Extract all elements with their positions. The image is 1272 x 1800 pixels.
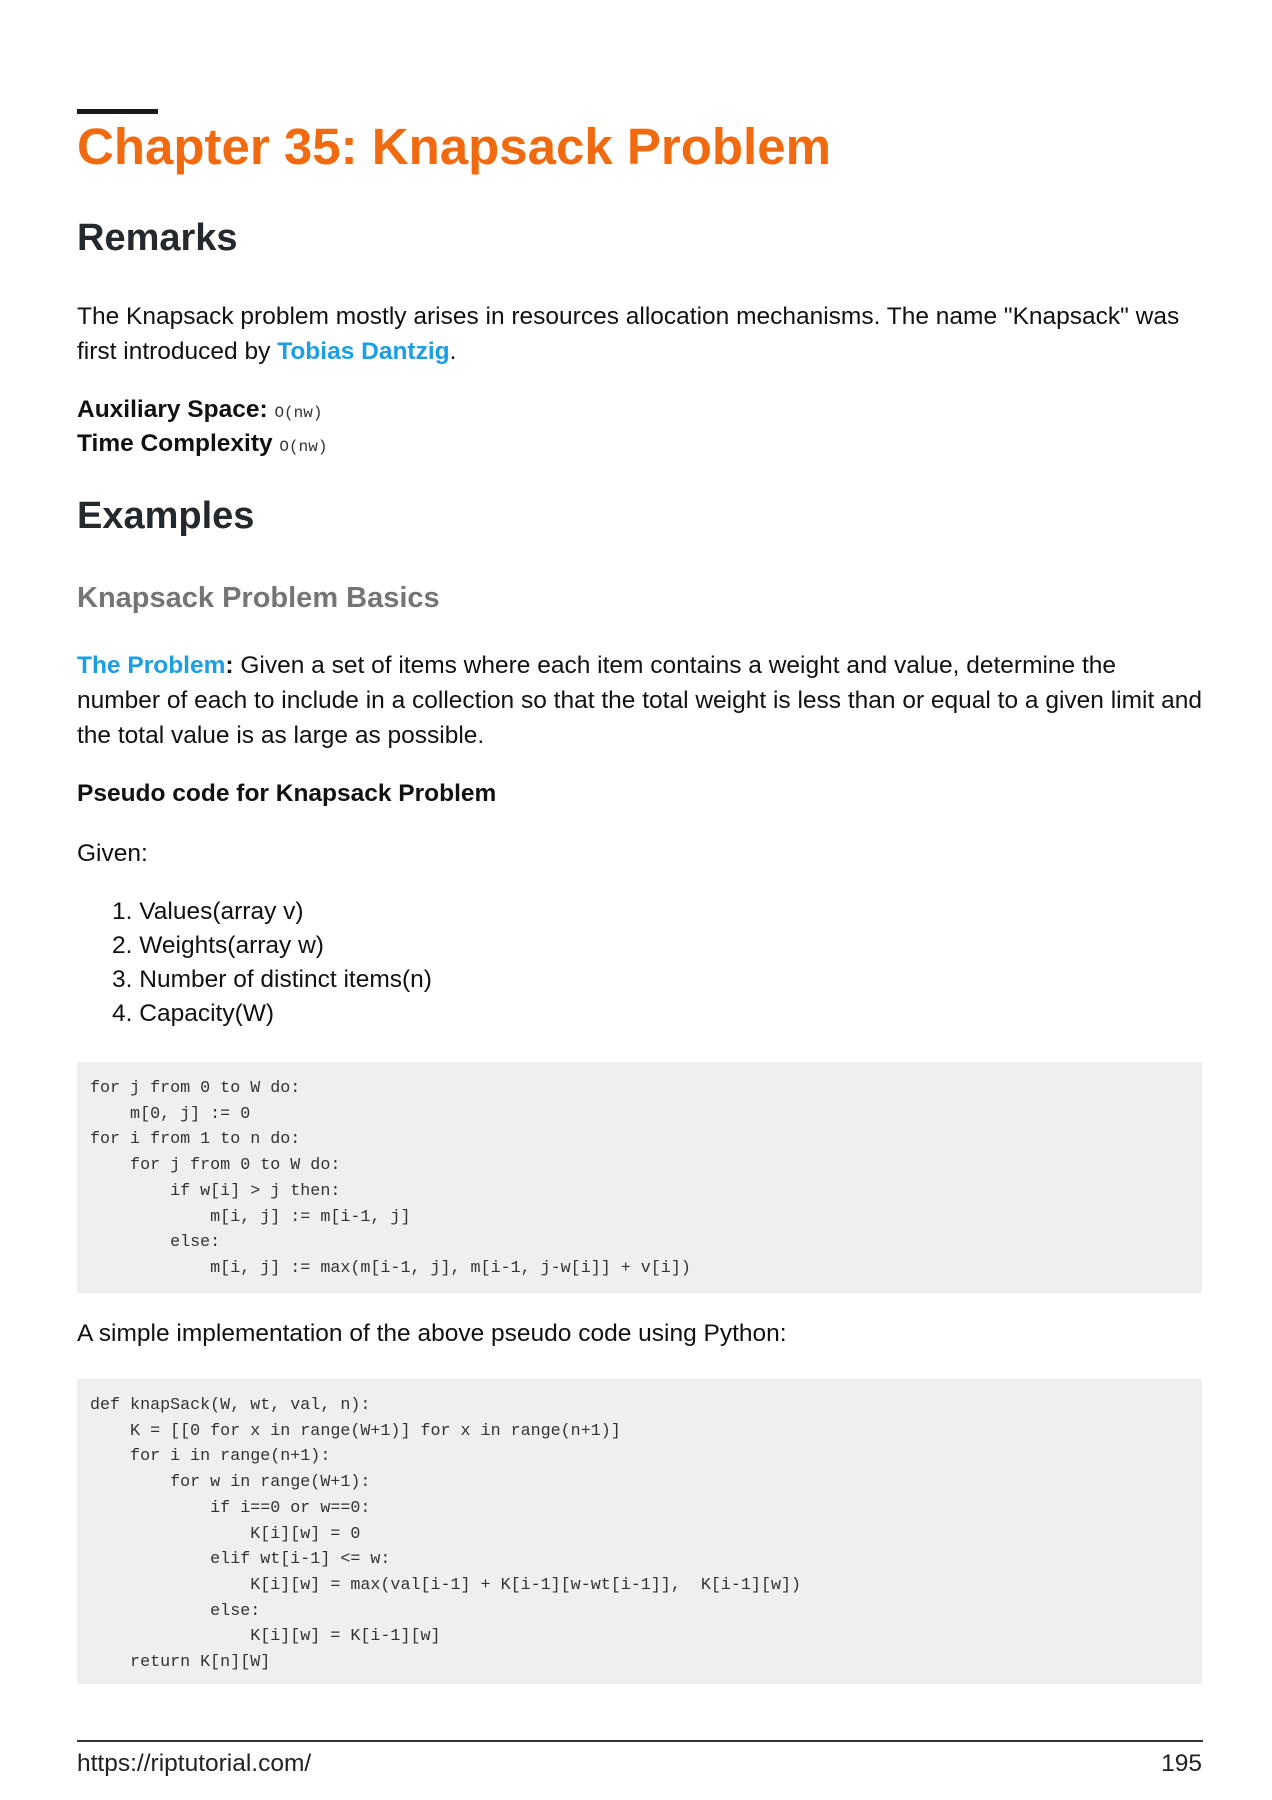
pseudo-code-text: for j from 0 to W do: m[0, j] := 0 for i from 1 to n do: for j from 0 to W do: if w[i] > j then: m[i, j] := m[i-1, j] else: m[i, j] := max(m[i-1, j], m[i-1, j-w[i]] + v[i]) bbox=[90, 1079, 691, 1278]
list-item-number: 3. bbox=[112, 966, 133, 993]
remarks-heading: Remarks bbox=[77, 217, 238, 259]
problem-text: Given a set of items where each item contains a weight and value, determine the number of each to include in a collection so that the total weight is less than or equal to a given limit and the total value is as large as possible. bbox=[77, 652, 1202, 749]
remarks-intro bbox=[77, 299, 1202, 369]
examples-heading: Examples bbox=[77, 495, 255, 537]
tobias-dantzig-link[interactable]: Tobias Dantzig bbox=[277, 338, 450, 365]
python-intro: A simple implementation of the above pseudo code using Python: bbox=[77, 1320, 787, 1347]
problem-paragraph bbox=[77, 648, 1202, 753]
chapter-title: Chapter 35: Knapsack Problem bbox=[77, 118, 831, 175]
pseudo-code-block bbox=[77, 1062, 1202, 1293]
problem-colon: : bbox=[225, 652, 234, 679]
list-item-text: Number of distinct items(n) bbox=[139, 966, 432, 993]
time-complexity-value: O(nw) bbox=[279, 438, 328, 456]
given-list bbox=[77, 895, 432, 1031]
python-code-text: def knapSack(W, wt, val, n): K = [[0 for x in range(W+1)] for x in range(n+1)] for i in range(n+1): for w in range(W+1): if i==0 or w==0: K[i][w] = 0 elif wt[i-1] <= w: K[i][w] = max(val[i-1] + K[i-1][w-wt[i-1]], K[i-1][w]) else: K[i][w] = K[i-1][w] return K[n][W] bbox=[90, 1396, 802, 1673]
time-complexity-label: Time Complexity bbox=[77, 430, 273, 457]
list-item-text: Weights(array w) bbox=[139, 932, 324, 959]
list-item-number: 4. bbox=[112, 1000, 133, 1027]
auxiliary-space-line bbox=[77, 393, 322, 430]
python-code-block bbox=[77, 1379, 1202, 1684]
list-item-number: 2. bbox=[112, 932, 133, 959]
given-label: Given: bbox=[77, 840, 148, 867]
list-item bbox=[77, 963, 432, 997]
list-item-text: Values(array v) bbox=[139, 898, 304, 925]
knapsack-basics-heading: Knapsack Problem Basics bbox=[77, 582, 440, 614]
list-item bbox=[77, 929, 432, 963]
time-complexity-line bbox=[77, 427, 327, 464]
the-problem-link[interactable]: The Problem bbox=[77, 652, 226, 679]
list-item bbox=[77, 895, 432, 929]
list-item-number: 1. bbox=[112, 898, 133, 925]
auxiliary-space-value: O(nw) bbox=[274, 404, 323, 422]
list-item-text: Capacity(W) bbox=[139, 1000, 275, 1027]
list-item bbox=[77, 997, 432, 1031]
footer-url-link[interactable]: https://riptutorial.com/ bbox=[77, 1750, 312, 1777]
remarks-intro-text: The Knapsack problem mostly arises in resources allocation mechanisms. The name "Knapsack" was first introduced by bbox=[77, 303, 1180, 365]
pseudo-code-heading: Pseudo code for Knapsack Problem bbox=[77, 780, 497, 807]
footer-page-number: 195 bbox=[1161, 1750, 1202, 1777]
footer-rule bbox=[77, 1740, 1203, 1742]
auxiliary-space-label: Auxiliary Space: bbox=[77, 396, 268, 423]
remarks-intro-end: . bbox=[449, 338, 457, 365]
chapter-rule bbox=[77, 109, 158, 114]
